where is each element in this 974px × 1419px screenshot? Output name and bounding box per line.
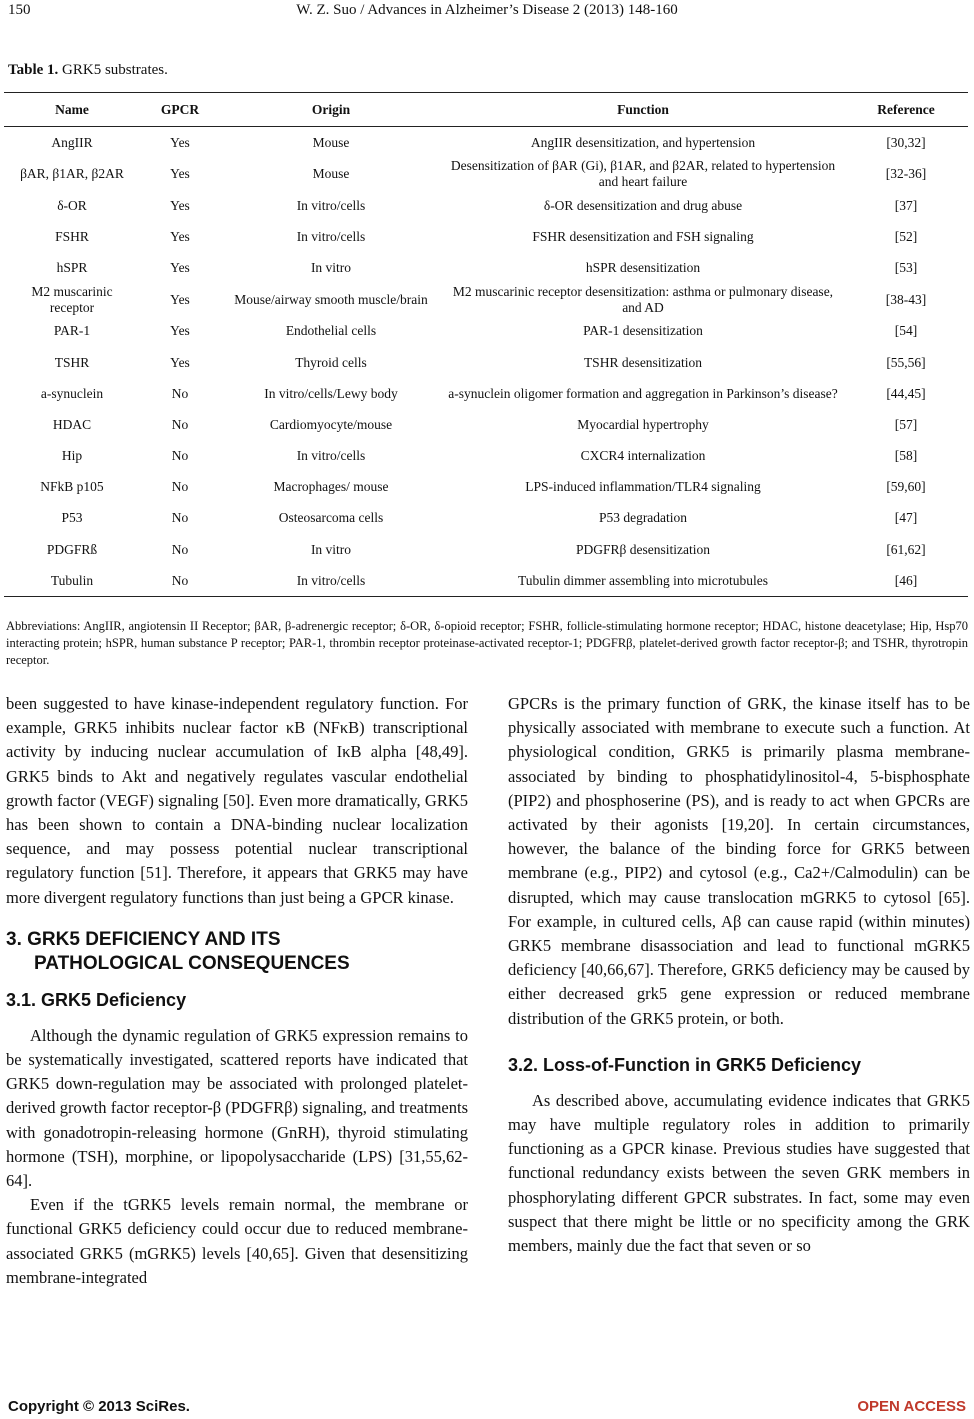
table-row [4,441,968,472]
table-cell: PDGFRβ desensitization [576,541,710,557]
table-cell: hSPR [56,260,88,276]
table-cell: δ-OR [57,197,87,213]
table-cell: Myocardial hypertrophy [577,416,709,432]
table-row [4,534,968,565]
table-cell: HDAC [52,416,92,432]
table-cell: [61,62] [886,541,926,557]
table-row [4,503,968,534]
page-number: 150 [8,2,31,18]
table-cell: In vitro/cells [296,197,366,213]
subsection-heading: 3.2. Loss-of-Function in GRK5 Deficiency [508,1054,862,1075]
table-cell: hSPR desensitization [585,260,701,276]
table-caption-label: Table 1. [8,62,59,78]
table-cell: [30,32] [886,134,926,150]
table-cell: Thyroid cells [295,354,367,370]
table-cell: [32-36] [885,166,927,182]
table-row [4,158,968,190]
table-row [4,284,968,316]
table-cell: PAR-1 [53,323,91,339]
table-cell: No [171,448,189,464]
table-row [4,472,968,503]
table-cell: Osteosarcoma cells [278,510,384,526]
table-cell: Yes [170,291,190,307]
table-cell: Mouse/airway smooth muscle/brain [234,291,428,307]
table-cell: [38-43] [885,291,927,307]
table-cell: No [171,541,189,557]
table-cell: [58] [894,448,918,464]
table-row [4,347,968,378]
table-cell: FSHR [55,228,89,244]
column-header: Function [442,93,844,127]
table-cell: No [171,479,189,495]
copyright: Copyright © 2013 SciRes. [8,1398,190,1415]
table-cell: P53 degradation [598,510,688,526]
table-cell: [47] [894,510,918,526]
table-cell: Cardiomyocyte/mouse [269,416,393,432]
table-cell: Yes [170,228,190,244]
section-heading-line: 3. GRK5 DEFICIENCY AND ITS [6,928,281,950]
table-cell: [55,56] [886,354,926,370]
table-cell: Macrophages/ mouse [273,479,389,495]
left-column [6,692,468,1290]
table-cell: FSHR desensitization and FSH signaling [532,228,754,244]
table-row [4,378,968,409]
subsection-heading: 3.1. GRK5 Deficiency [6,989,187,1010]
table-cell: AngIIR desensitization, and hypertension [530,134,756,150]
table-cell: No [171,510,189,526]
paragraph: been suggested to have kinase-independent regulatory function. For example, GRK5 inhibits nuclear factor κB (NFκB) transcriptional activity by inducing nuclear accumulation of IκB alpha [48,49]. GRK5 binds to Akt and negatively regulates vascular endothelial growth factor (VEGF) signaling [50]. Even more dramatically, GRK5 has been shown to contain a DNA-binding nuclear localization sequence, and may possess potential nuclear transcriptional regulatory function [51]. Therefore, it appears that GRK5 may have more divergent regulatory functions than just being a GPCR kinase. [6,694,468,907]
table-cell: [57] [894,416,918,432]
table-cell: βAR, β1AR, β2AR [20,166,124,182]
table-cell: Tubulin [4,565,140,597]
table-cell: M2 muscarinic receptor desensitization: asthma or pulmonary disease, and AD [452,283,834,315]
paragraph: Even if the tGRK5 levels remain normal, the membrane or functional GRK5 deficiency could occur due to reduced membrane-associated GRK5 (mGRK5) levels [40,65]. Given that desensitizing membrane-integrated [6,1195,468,1287]
substrates-table [4,92,968,597]
table-cell: [44,45] [886,385,926,401]
table-cell: M2 muscarinic receptor [31,283,113,315]
table-cell: Yes [170,166,190,182]
table-cell: [46] [844,565,968,597]
table-cell: TSHR [54,354,90,370]
table-cell: Mouse [312,166,350,182]
section-heading [6,928,468,976]
table-row [4,409,968,440]
running-title: W. Z. Suo / Advances in Alzheimer’s Disease 2 (2013) 148-160 [296,2,678,18]
table-row [4,253,968,284]
table-row [4,565,968,597]
table-cell: In vitro/cells [296,448,366,464]
column-header: Origin [220,93,442,127]
paragraph: As described above, accumulating evidence indicates that GRK5 may have multiple regulatory roles in addition to primarily functioning as a GPCR kinase. Previous studies have suggested that functional redundancy exists between the seven GRK members in phosphorylating different GPCR substrates. In fact, some may even suspect that there might be little or no specificity among the GRK members, mainly due the fact that seven or so [508,1090,970,1256]
right-column [508,692,970,1258]
table-row [4,316,968,347]
open-access-label: OPEN ACCESS [857,1398,966,1415]
table-cell: [59,60] [886,479,926,495]
column-header: Reference [844,93,968,127]
table-cell: Tubulin dimmer assembling into microtubules [442,565,844,597]
table-caption-text: GRK5 substrates. [58,62,168,78]
table-cell: CXCR4 internalization [580,448,706,464]
table-cell: Yes [170,354,190,370]
table-cell: δ-OR desensitization and drug abuse [543,197,743,213]
table-cell: [37] [894,197,918,213]
table-cell: P53 [61,510,83,526]
table-cell: In vitro/cells [220,565,442,597]
table-cell: In vitro/cells/Lewy body [264,385,398,401]
table-cell: PDGFRß [46,541,98,557]
table-cell: Yes [170,134,190,150]
table-cell: In vitro/cells [296,228,366,244]
table-cell: Yes [170,260,190,276]
table-cell: In vitro [310,260,352,276]
table-cell: [52] [894,228,918,244]
table-cell: a-synuclein oligomer formation and aggregation in Parkinson’s disease? [448,385,838,401]
table-row [4,221,968,252]
table-row [4,190,968,221]
table-cell: No [171,416,189,432]
column-header: GPCR [140,93,220,127]
table-cell: [54] [894,323,918,339]
table-cell: Mouse [312,134,350,150]
table-cell: a-synuclein [40,385,104,401]
paragraph: Although the dynamic regulation of GRK5 expression remains to be systematically investigated, scattered reports have indicated that GRK5 down-regulation may be associated with prolonged platelet-derived growth factor receptor-β (PDGFRβ) signaling, and treatments with gonadotropin-releasing hormone (GnRH), thyroid stimulating hormone (TSH), morphine, or lipopolysaccharide (LPS) [31,55,62-64]. [6,1025,468,1191]
section-heading-line: PATHOLOGICAL CONSEQUENCES [34,952,350,974]
table-cell: Yes [170,197,190,213]
table-cell: LPS-induced inflammation/TLR4 signaling [525,479,761,495]
table-cell: No [140,565,220,597]
table-cell: Hip [61,448,83,464]
table-cell: [53] [894,260,918,276]
table-caption [8,62,168,79]
table-cell: In vitro [310,541,352,557]
paragraph: GPCRs is the primary function of GRK, the kinase itself has to be physically associated with membrane to execute such a function. At physiological condition, GRK5 is primarily plasma membrane-associated by binding to phosphatidylinositol-4, 5-bisphosphate (PIP2) and phosphoserine (PS), and is ready to act when GPCRs are activated by their agonists [19,20]. In certain circumstances, however, the balance of the binding force for GRK5 between membrane (e.g., PIP2) and cytosol (e.g., Ca2+/Calmodulin) can be disrupted, which may cause translocation mGRK5 to cytosol [65]. For example, in cultured cells, Aβ can cause rapid (within minutes) GRK5 membrane disassociation and lead to functional mGRK5 deficiency [40,66,67]. Therefore, GRK5 deficiency may be caused by either decreased grk5 gene expression or reduced membrane distribution of the GRK5 protein, or both. [508,694,970,1028]
table-cell: Endothelial cells [285,323,377,339]
table-header-row [4,93,968,127]
column-header: Name [4,93,140,127]
table-cell: No [171,385,189,401]
table-cell: AngIIR [51,134,93,150]
table-cell: PAR-1 desensitization [583,323,703,339]
table-row [4,127,968,159]
table-cell: Yes [170,323,190,339]
table-cell: TSHR desensitization [583,354,703,370]
table-cell: Desensitization of βAR (Gi), β1AR, and β2AR, related to hypertension and heart failure [450,158,836,190]
table-cell: NFkB p105 [40,479,104,495]
table-abbreviations: Abbreviations: AngIIR, angiotensin II Receptor; βAR, β-adrenergic receptor; δ-OR, δ-opioid receptor; FSHR, follicle-stimulating hormone receptor; HDAC, histone deacetylase; Hip, Hsp70 interacting protein; hSPR, human substance P receptor; PAR-1, thrombin receptor proteinase-activated receptor-1; PDGFRβ, platelet-derived growth factor receptor-β; and TSHR, thyrotropin receptor. [6,619,968,667]
